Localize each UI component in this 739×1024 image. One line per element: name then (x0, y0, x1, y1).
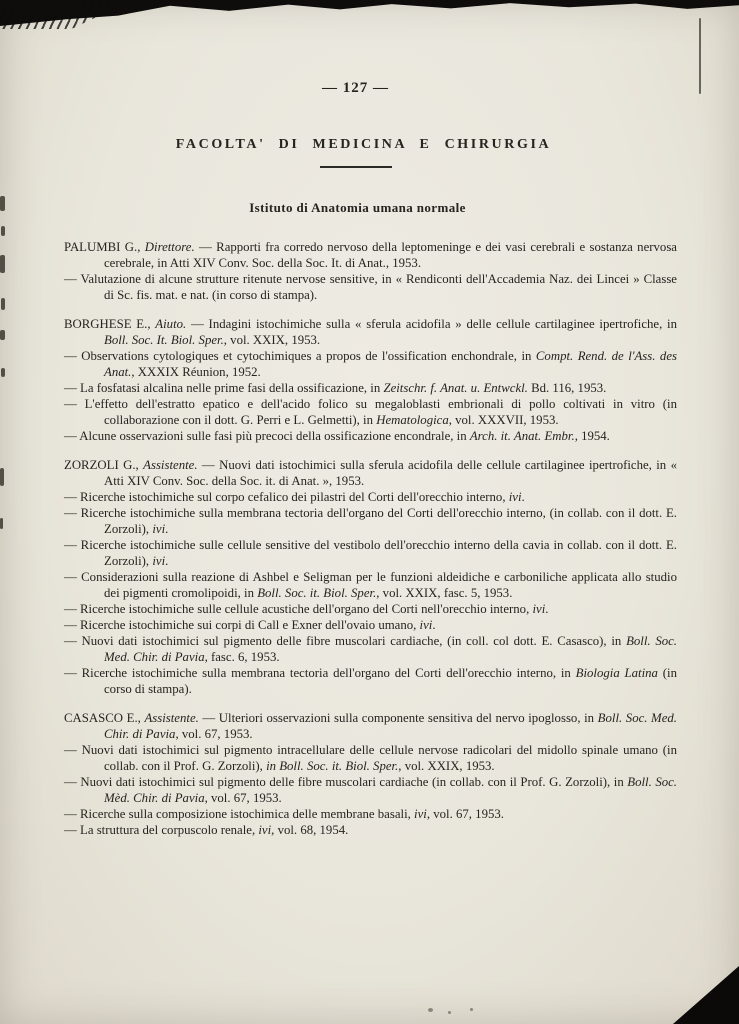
entry-text-segment: — Nuovi dati istochimici sulla sferula acidofila delle cellule cartilaginee ipertrofiche, in « Atti XIV Conv. Soc. della Soc. it. di Anat. », 1953. (104, 458, 677, 488)
bibliography-entry (64, 601, 677, 617)
entry-italic-segment: Boll. Soc. it. Biol. Sper. (257, 586, 377, 600)
entry-text-segment: PALUMBI G., (64, 240, 145, 254)
entry-italic-segment: Biologia Latina (575, 666, 658, 680)
entry-text-segment: , vol. 68, 1954. (271, 823, 349, 837)
entry-text-segment: , 1954. (574, 429, 610, 443)
bibliography-entry (64, 271, 677, 303)
entry-italic-segment: ivi (152, 554, 166, 568)
entry-text-segment: ZORZOLI G., (64, 458, 144, 472)
entry-text-segment: — Ricerche istochimiche sulla membrana tectoria dell'organo del Corti dell'orecchio interno, (in collab. con il dott. E. Zorzoli), (64, 506, 677, 536)
bibliography (64, 239, 677, 838)
entry-text-segment: — Ricerche sulla composizione istochimica delle membrane basali, (64, 807, 415, 821)
bibliography-entry (64, 396, 677, 428)
bibliography-entry (64, 710, 677, 742)
entry-text-segment: — Nuovi dati istochimici sul pigmento intracellulare delle cellule nervose radicolari del midollo spinale umano (in collab. con il Prof. G. Zorzoli), (64, 743, 677, 773)
entry-italic-segment: Assistente. (144, 711, 199, 725)
entry-text-segment: . (165, 554, 169, 568)
entry-text-segment: — Ulteriori osservazioni sulla componente sensitiva del nervo ipoglosso, in (198, 711, 598, 725)
entry-text-segment: — Ricerche istochimiche sulle cellule acustiche dell'organo del Corti nell'orecchio interno, (64, 602, 533, 616)
bibliography-entry (64, 348, 677, 380)
bibliography-entry (64, 822, 677, 838)
entry-text-segment: , vol. XXIX, 1953. (223, 333, 321, 347)
bibliography-entry (64, 806, 677, 822)
bibliography-entry (64, 457, 677, 489)
entry-text-segment: , vol. 67, 1953. (204, 791, 282, 805)
bibliography-entry (64, 380, 677, 396)
entry-italic-segment: Hematologica (376, 413, 449, 427)
scan-smudge-left (1, 368, 5, 377)
faculty-heading: FACOLTA' DI MEDICINA E CHIRURGIA (175, 137, 552, 152)
entry-text-segment: — La fosfatasi alcalina nelle prime fasi della ossificazione, in (64, 381, 384, 395)
bibliography-entry (64, 316, 677, 348)
entry-text-segment: — Nuovi dati istochimici sul pigmento delle fibre muscolari cardiache (in collab. con il Prof. G. Zorzoli), in (64, 775, 628, 789)
entry-text-segment: , vol. 67, 1953. (426, 807, 504, 821)
scan-speck (428, 1008, 433, 1012)
entry-italic-segment: ivi (152, 522, 166, 536)
bibliography-entry (64, 617, 677, 633)
entry-text-segment: . (545, 602, 549, 616)
entry-italic-segment: Boll. Soc. Med. Chir. di Pavia (104, 711, 677, 741)
entry-italic-segment: Assistente. (143, 458, 198, 472)
scan-speck (448, 1011, 451, 1014)
bibliography-group (64, 710, 677, 838)
entry-italic-segment: Arch. it. Anat. Embr. (469, 429, 575, 443)
entry-text-segment: , XXXIX Réunion, 1952. (131, 365, 261, 379)
bibliography-entry (64, 505, 677, 537)
bibliography-entry (64, 537, 677, 569)
entry-italic-segment: Boll. Soc. Med. Chir. di Pavia (104, 634, 678, 664)
bibliography-entry (64, 428, 677, 444)
entry-italic-segment: ivi (419, 618, 433, 632)
entry-text-segment: — Ricerche istochimiche sulle cellule sensitive del vestibolo dell'orecchio interno della cavia in collab. con il dott. E. Zorzoli), (64, 538, 677, 568)
entry-italic-segment: Zeitschr. f. Anat. u. Entwckl. (383, 381, 528, 395)
entry-italic-segment: Aiuto. (155, 317, 187, 331)
entry-italic-segment: Boll. Soc. Mèd. Chir. di Pavia (104, 775, 678, 805)
entry-text-segment: — Alcune osservazioni sulle fasi più precoci della ossificazione encondrale, in (64, 429, 470, 443)
entry-text-segment: — Ricerche istochimiche sulla membrana tectoria dell'organo del Corti dell'orecchio interno, in (64, 666, 576, 680)
entry-text-segment: — Valutazione di alcune strutture ritenute nervose sensitive, in « Rendiconti dell'Accademia Naz. dei Lincei » Classe di Sc. fis. mat. e nat. (in corso di stampa). (64, 272, 677, 302)
entry-italic-segment: ivi (508, 490, 522, 504)
bibliography-group (64, 316, 677, 444)
bibliography-entry (64, 774, 677, 806)
scan-smudge-left (0, 330, 5, 340)
page-number: — 127 — (322, 80, 389, 96)
bibliography-group (64, 457, 677, 697)
entry-text-segment: , fasc. 6, 1953. (204, 650, 280, 664)
entry-text-segment: , vol. XXXVII, 1953. (448, 413, 559, 427)
scan-corner-bottom-right (673, 966, 739, 1024)
entry-text-segment: — Observations cytologiques et cytochimiques a propos de l'ossification enchondrale, in (64, 349, 536, 363)
heading-underline (320, 166, 392, 168)
entry-text-segment: Bd. 116, 1953. (527, 381, 607, 395)
entry-italic-segment: Compt. Rend. de l'Ass. des Anat. (104, 349, 677, 379)
bibliography-entry (64, 665, 677, 697)
scan-smudge-left (1, 298, 5, 310)
entry-italic-segment: ivi (258, 823, 272, 837)
bibliography-entry (64, 239, 677, 271)
bibliography-group (64, 239, 677, 303)
entry-text-segment: — Ricerche istochimiche sul corpo cefalico dei pilastri del Corti dell'orecchio interno, (64, 490, 509, 504)
entry-text-segment: — Ricerche istochimiche sui corpi di Call e Exner dell'ovaio umano, (64, 618, 420, 632)
entry-text-segment: — Considerazioni sulla reazione di Ashbel e Seligman per le funzioni aldeidiche e carboniliche applicata allo studio dei pigmenti cromolipoidi, in (64, 570, 677, 600)
scan-smudge-left (0, 468, 4, 486)
entry-text-segment: BORGHESE E., (64, 317, 156, 331)
entry-text-segment: . (165, 522, 169, 536)
entry-text-segment: CASASCO E., (64, 711, 145, 725)
entry-text-segment: — La struttura del corpuscolo renale, (64, 823, 259, 837)
scan-smudge-left (0, 255, 5, 273)
institute-heading: Istituto di Anatomia umana normale (249, 200, 466, 215)
entry-italic-segment: ivi (532, 602, 546, 616)
scan-speck (470, 1008, 473, 1011)
entry-text-segment: — Rapporti fra corredo nervoso della leptomeninge e dei vasi cerebrali e sostanza nervosa cerebrale, in Atti XIV Conv. Soc. della Soc. It. di Anat., 1953. (104, 240, 677, 270)
entry-text-segment: , vol. XXIX, fasc. 5, 1953. (376, 586, 513, 600)
entry-text-segment: , vol. XXIX, 1953. (398, 759, 495, 773)
entry-text-segment: — Indagini istochimiche sulla « sferula acidofila » delle cellule cartilaginee ipertrofiche, in (186, 317, 677, 331)
entry-italic-segment: ivi (414, 807, 427, 821)
bibliography-entry (64, 569, 677, 601)
entry-text-segment: . (521, 490, 525, 504)
bibliography-entry (64, 489, 677, 505)
entry-text-segment: . (432, 618, 436, 632)
entry-text-segment: — Nuovi dati istochimici sul pigmento delle fibre muscolari cardiache, (in coll. col dott. E. Casasco), in (64, 634, 627, 648)
entry-italic-segment: Boll. Soc. It. Biol. Sper. (104, 333, 224, 347)
entry-italic-segment: in Boll. Soc. it. Biol. Sper. (266, 759, 399, 773)
scan-smudge-left (1, 226, 5, 236)
bibliography-entry (64, 633, 677, 665)
entry-text-segment: , vol. 67, 1953. (175, 727, 253, 741)
bibliography-entry (64, 742, 677, 774)
entry-text-segment: — L'effetto dell'estratto epatico e dell'acido folico su megaloblasti embrionali di pollo coltivati in vitro (in collaborazione con il dott. G. Perri e L. Gelmetti), in (64, 397, 677, 427)
entry-italic-segment: Direttore. (144, 240, 195, 254)
entry-text-segment: (in corso di stampa). (104, 666, 677, 696)
scan-smudge-left (0, 518, 3, 529)
